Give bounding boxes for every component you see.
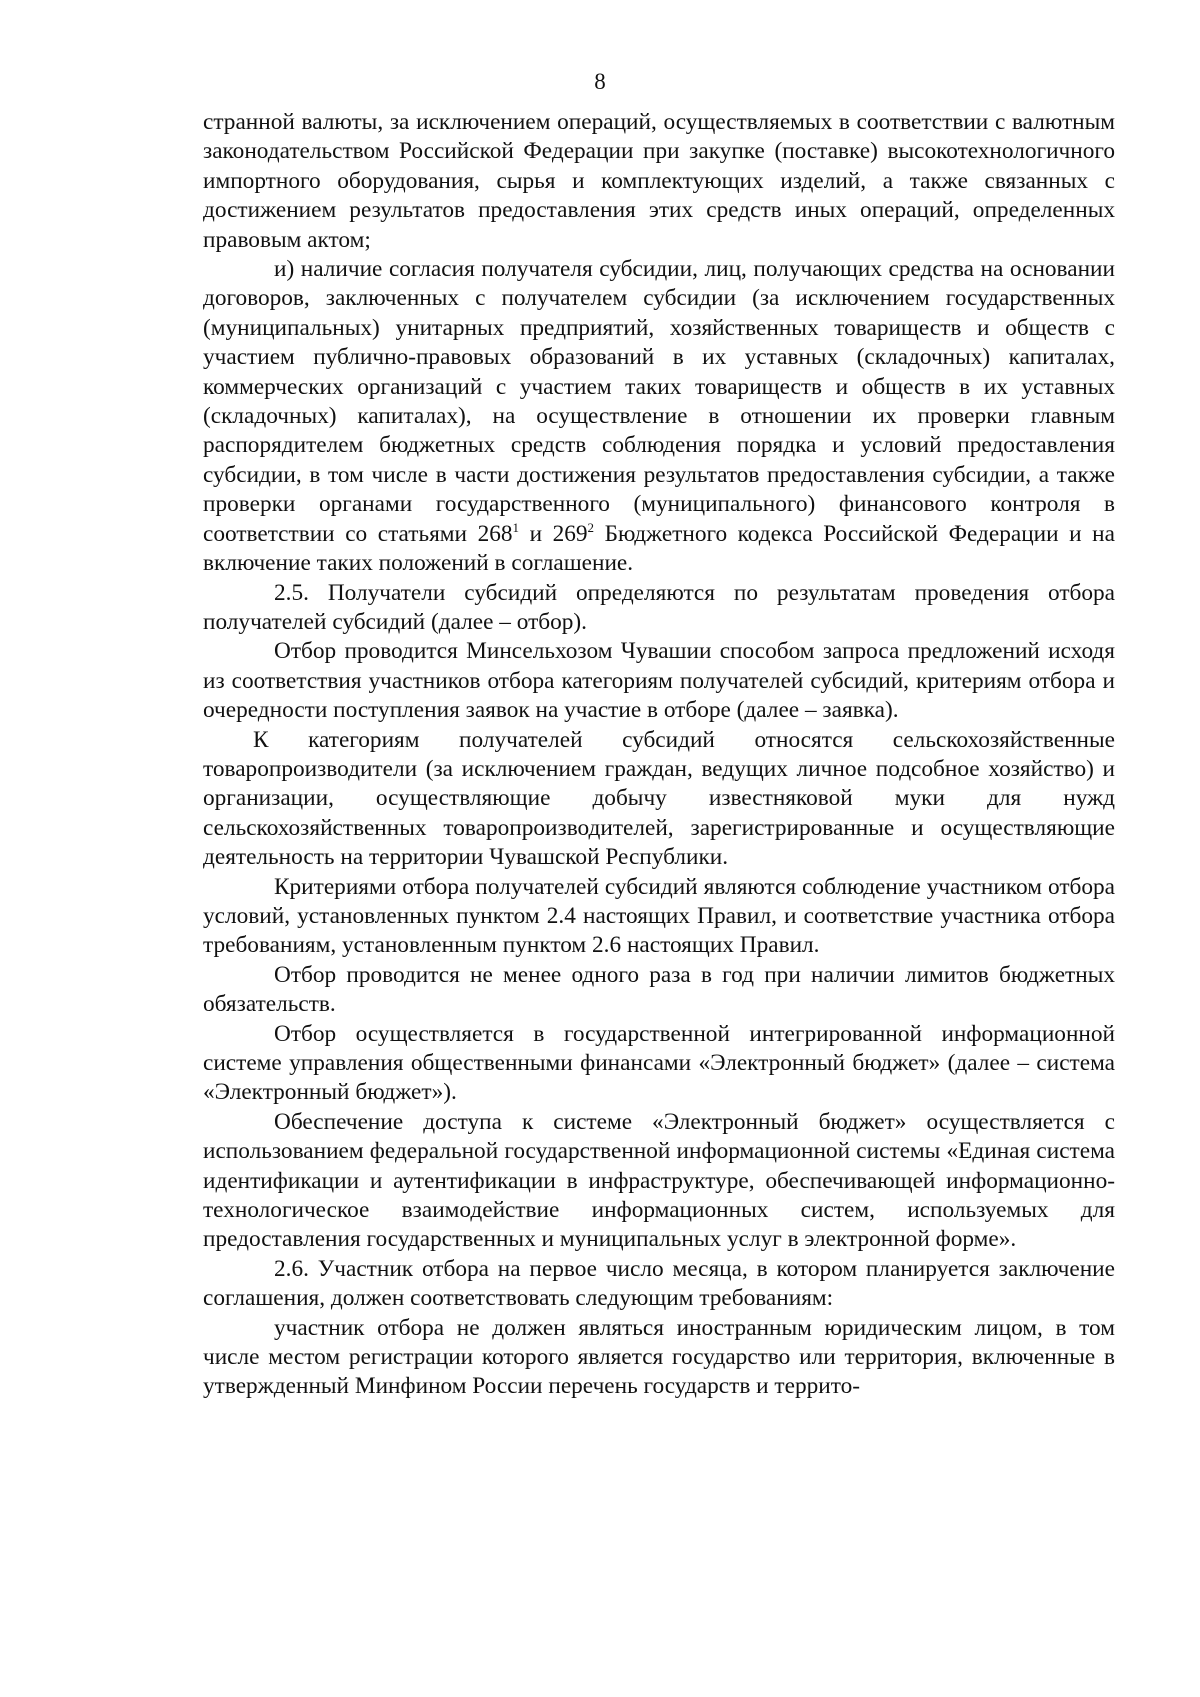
paragraph-selection-frequency: Отбор проводится не менее одного раза в год при наличии лимитов бюджетных обязательств.	[203, 961, 1115, 1018]
paragraph-text: и 269	[519, 520, 588, 547]
superscript-2: 2	[587, 519, 595, 535]
paragraph-2-5: 2.5. Получатели субсидий определяются по результатам проведения отбора получателей субсидий (далее – отбор).	[203, 579, 1115, 635]
paragraph-selection-method: Отбор проводится Минсельхозом Чувашии способом запроса предложений исходя из соответствия участников отбора категориям получателей субсидий, критериям отбора и очередности поступления заявок на участие в отборе (далее – заявка).	[203, 638, 1115, 724]
paragraph-system-access: Обеспечение доступа к системе «Электронный бюджет» осуществляется с использованием федеральной государственной информационной системы «Единая система идентификации и аутентификации в инфраструктуре, обеспечивающей информационно-технологическое взаимодействие информационных систем, используемых для предоставления государственных и муниципальных услуг в электронной форме».	[203, 1108, 1115, 1253]
superscript-1: 1	[512, 519, 520, 535]
paragraph-electronic-budget: Отбор осуществляется в государственной интегрированной информационной системе управления общественными финансами «Электронный бюджет» (далее – система «Электронный бюджет»).	[203, 1020, 1115, 1106]
page-number: 8	[594, 69, 606, 94]
paragraph-foreign-entity: участник отбора не должен являться иностранным юридическим лицом, в том числе местом регистрации которого является государство или территория, включенные в утвержденный Минфином России перечень государств и террито-	[203, 1314, 1115, 1400]
paragraph-selection-criteria: Критериями отбора получателей субсидий являются соблюдение участником отбора условий, установленных пунктом 2.4 настоящих Правил, и соответствие участника отбора требованиям, установленным пунктом 2.6 настоящих Правил.	[203, 873, 1115, 959]
paragraph-text: и) наличие согласия получателя субсидии, лиц, получающих средства на основании договоров, заключенных с получателем субсидии (за исключением государственных (муниципальных) унитарных предприятий, хозяйственных товариществ и обществ с участием публично-правовых образований в их уставных (складочных) капиталах, коммерческих организаций с участием таких товариществ и обществ в их уставных (складочных) капиталах), на осуществление в отношении их проверки главным распорядителем бюджетных средств соблюдения порядка и условий предоставления субсидии, в том числе в части достижения результатов предоставления субсидии, а также проверки органами государственного (муниципального) финансового контроля в соответствии со статьями 268	[203, 256, 1115, 547]
paragraph-2-6: 2.6. Участник отбора на первое число месяца, в котором планируется заключение соглашения, должен соответствовать следующим требованиям:	[203, 1255, 1115, 1312]
paragraph-continuation: странной валюты, за исключением операций, осуществляемых в соответствии с валютным законодательством Российской Федерации при закупке (поставке) высокотехнологичного импортного оборудования, сырья и комплектующих изделий, а также связанных с достижением результатов предоставления этих средств иных операций, определенных правовым актом;	[203, 109, 1115, 253]
document-body	[203, 108, 1115, 1402]
paragraph-item-i	[203, 255, 1115, 578]
paragraph-text: Бюджетного кодекса Российской Федерации и на включение таких положений в соглашение.	[203, 520, 1115, 577]
paragraph-recipient-categories: К категориям получателей субсидий относятся сельскохозяйственные товаропроизводители (за исключением граждан, ведущих личное подсобное хозяйство) и организации, осуществляющие добычу известняковой муки для нужд сельскохозяйственных товаропроизводителей, зарегистрированные и осуществляющие деятельность на территории Чувашской Республики.	[203, 726, 1115, 871]
